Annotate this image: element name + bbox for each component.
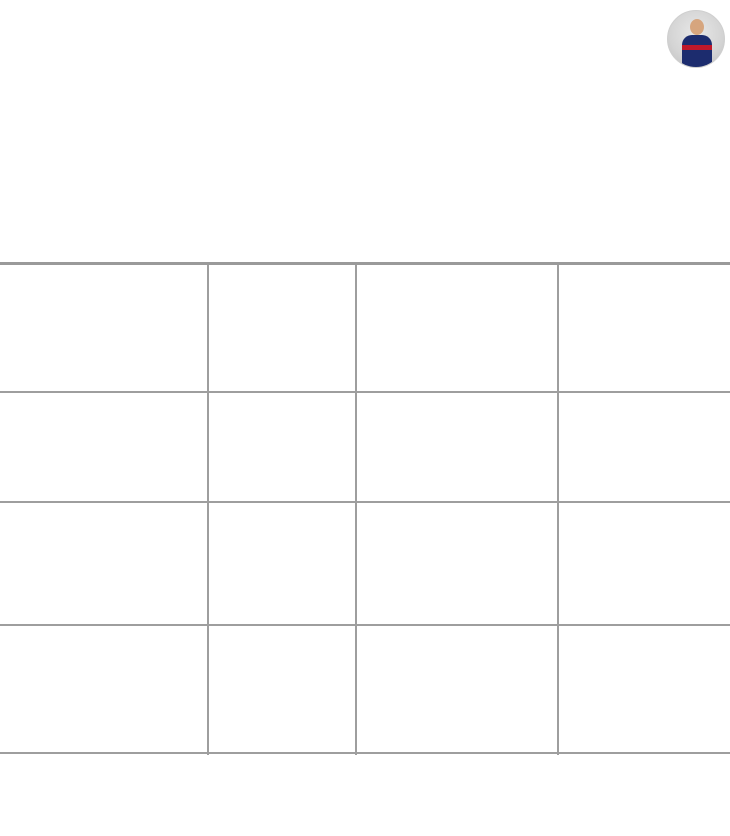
bingo-cell[interactable] (559, 626, 730, 752)
bingo-cell[interactable] (357, 626, 557, 752)
bingo-cell[interactable] (0, 626, 207, 752)
bingo-cell[interactable] (0, 503, 207, 624)
bingo-cell[interactable] (357, 265, 557, 391)
bingo-cell[interactable] (0, 265, 207, 391)
bingo-cell[interactable] (559, 393, 730, 501)
logo-badge-photo (667, 10, 725, 68)
bottom-faces-strip (0, 748, 730, 836)
bingo-cell[interactable] (209, 393, 355, 501)
bingo-cell[interactable] (559, 503, 730, 624)
bingo-cell[interactable] (209, 626, 355, 752)
logo-figure-body (682, 35, 712, 68)
bingo-cell[interactable] (209, 503, 355, 624)
bingo-cell[interactable] (209, 265, 355, 391)
bingo-cell[interactable] (559, 265, 730, 391)
kulturny-kod-logo (664, 10, 726, 102)
bingo-grid (0, 262, 730, 755)
bingo-cell[interactable] (357, 503, 557, 624)
bingo-cell[interactable] (0, 393, 207, 501)
logo-figure-head (690, 19, 704, 35)
top-faces-strip (0, 146, 730, 264)
logo-figure-stripe (682, 45, 712, 50)
bingo-cell[interactable] (357, 393, 557, 501)
